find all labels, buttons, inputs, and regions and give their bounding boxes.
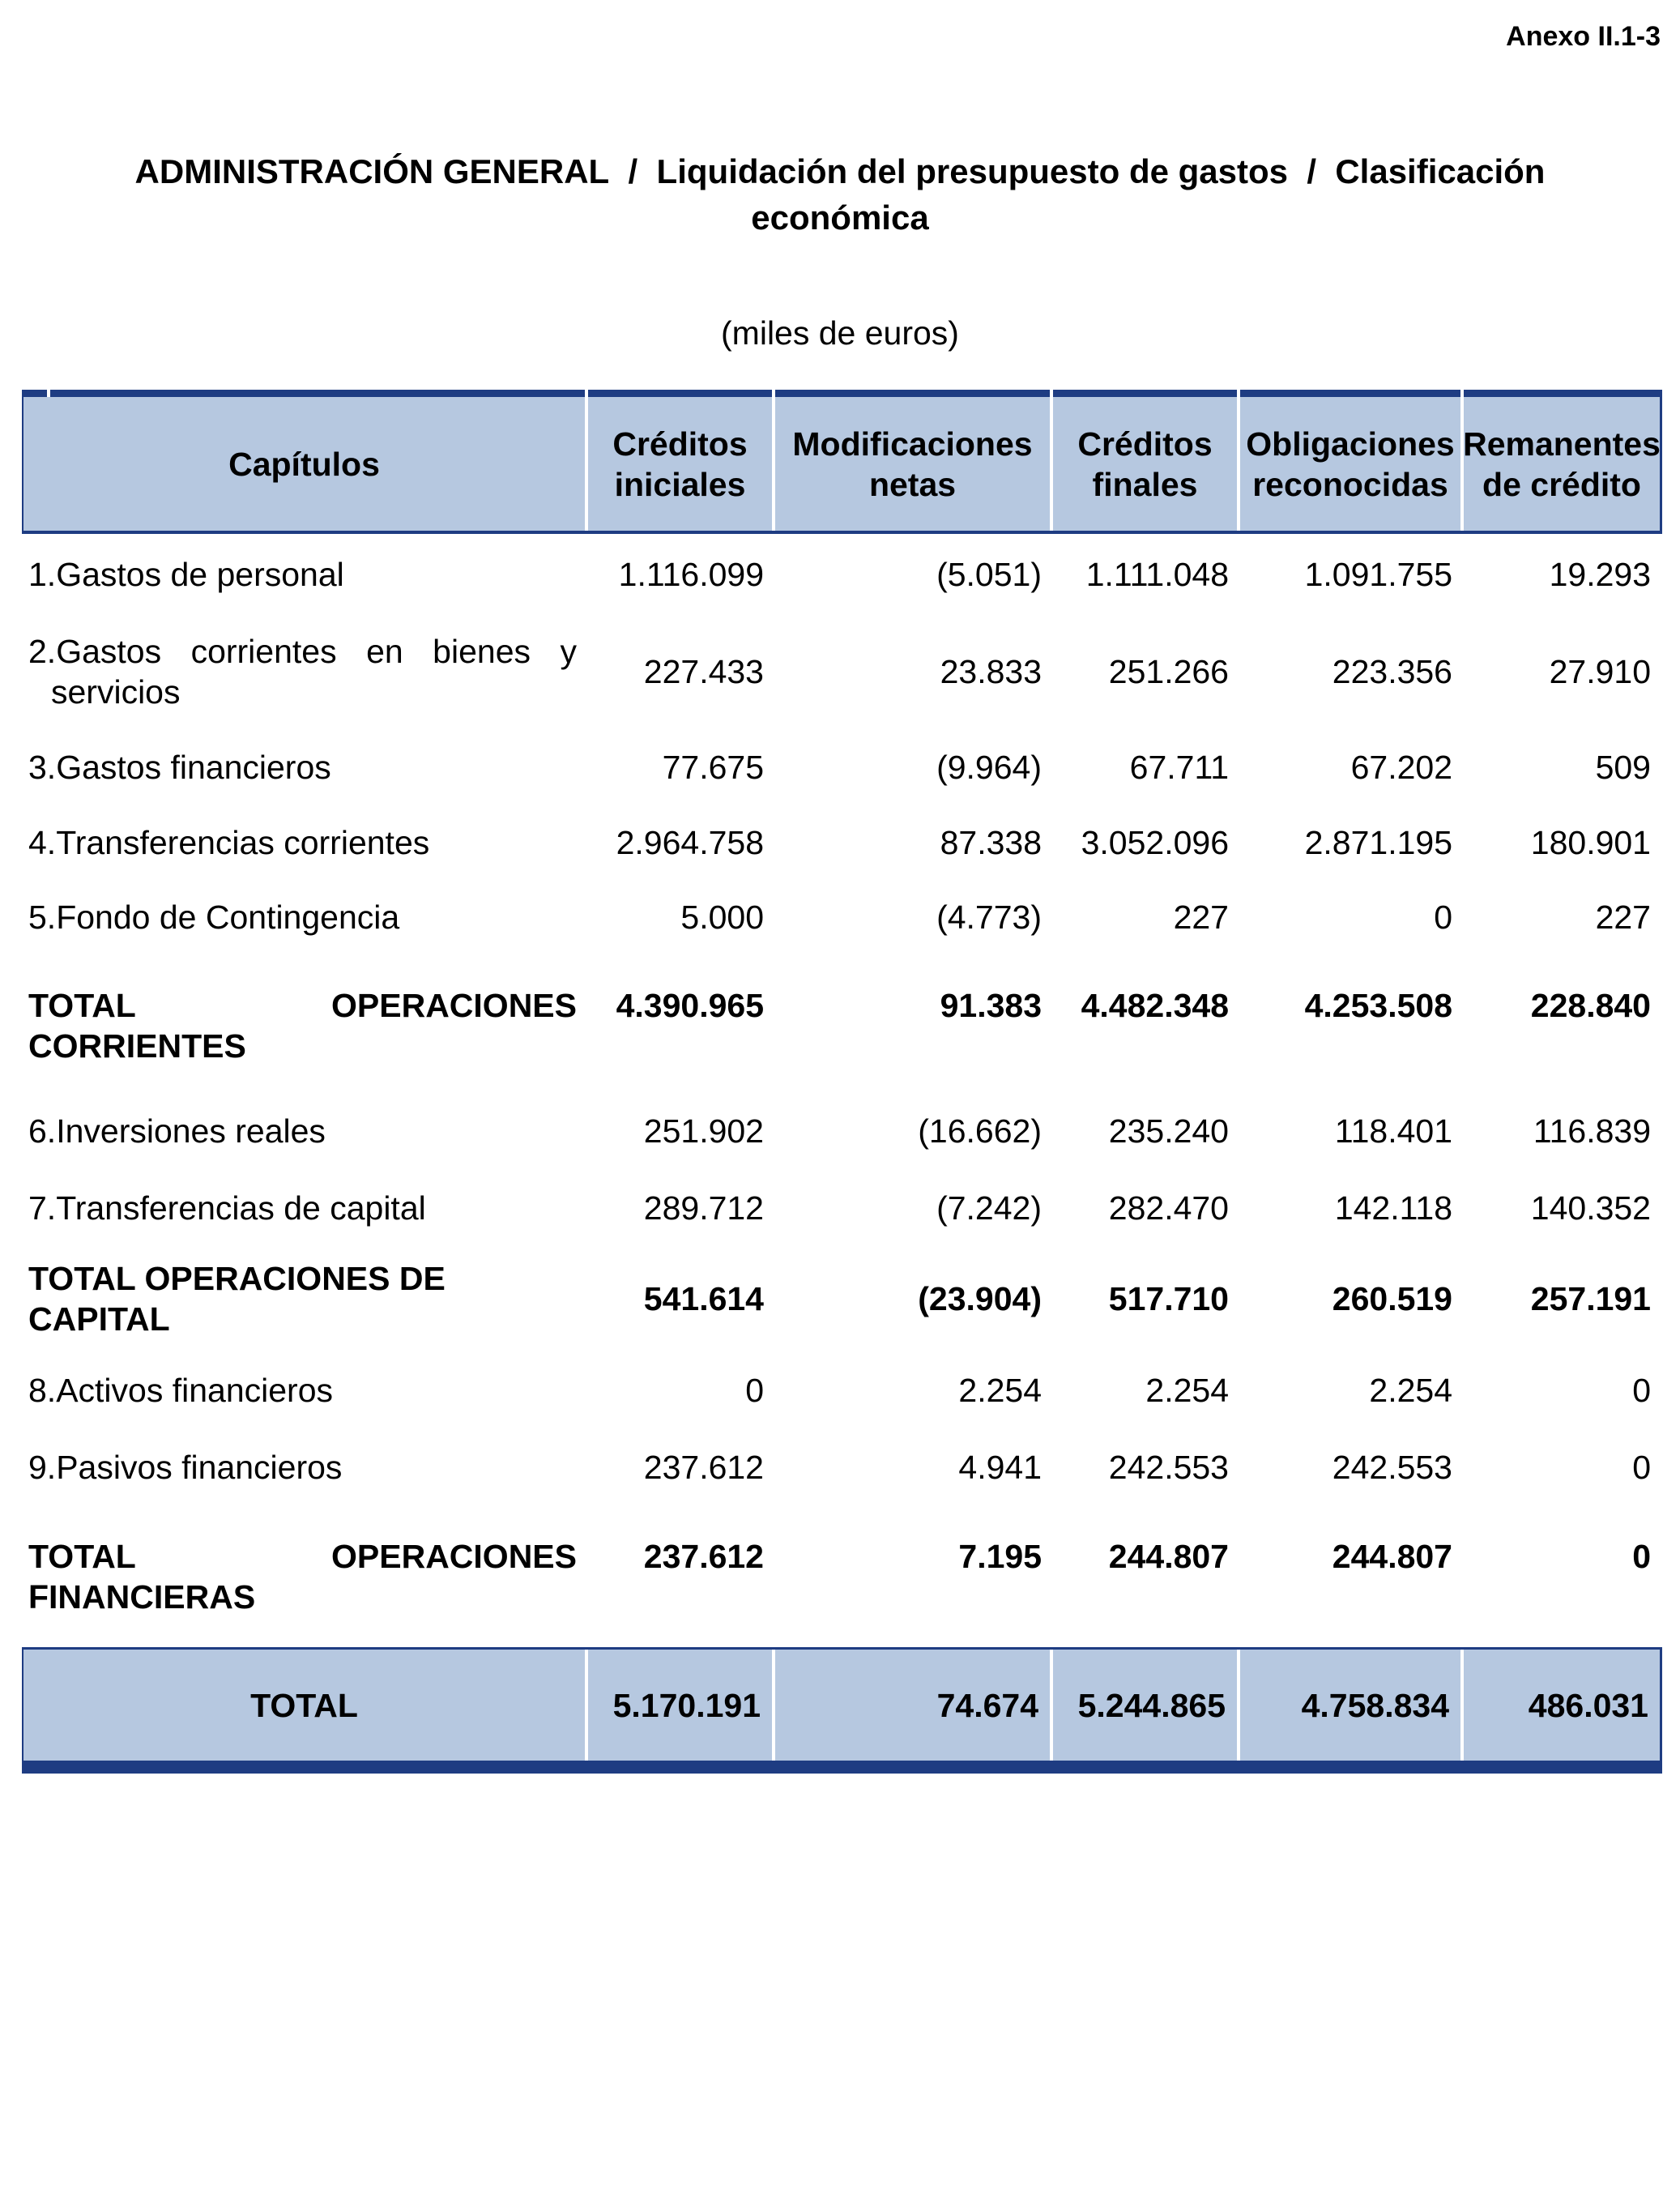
cell-modificaciones-netas: (5.051) [936, 556, 1042, 593]
top-border-segment [1053, 390, 1240, 397]
cell-creditos-finales: 242.553 [1108, 1448, 1229, 1486]
total-remanentes-credito: 486.031 [1464, 1650, 1662, 1761]
total-label: TOTAL [22, 1650, 588, 1761]
column-header-modificaciones-netas: Modificaciones netas [775, 397, 1053, 531]
cell-obligaciones-reconocidas: 244.807 [1332, 1538, 1452, 1575]
cell-modificaciones-netas: 2.254 [958, 1371, 1042, 1409]
row-label: 5.Fondo de Contingencia [28, 899, 400, 936]
cell-creditos-finales: 3.052.096 [1081, 824, 1229, 861]
top-border-segment [775, 390, 1053, 397]
total-obligaciones-reconocidas: 4.758.834 [1240, 1650, 1464, 1761]
cell-modificaciones-netas: (23.904) [918, 1280, 1042, 1317]
cell-remanentes-credito: 180.901 [1530, 824, 1651, 861]
column-header-remanentes-credito: Remanentes de crédito [1464, 397, 1662, 531]
row-label [22, 985, 588, 1066]
cell-obligaciones-reconocidas: 2.871.195 [1304, 824, 1452, 861]
table-header-row [22, 397, 1662, 531]
cell-modificaciones-netas: (4.773) [936, 899, 1042, 936]
row-label-word: TOTAL [28, 987, 136, 1024]
top-border-segment [1240, 390, 1464, 397]
row-label: 3.Gastos financieros [28, 748, 331, 786]
row-label-word: TOTAL [28, 1538, 136, 1575]
column-header-obligaciones-reconocidas: Obligaciones reconocidas [1240, 397, 1464, 531]
cell-creditos-iniciales: 227.433 [643, 653, 764, 690]
cell-creditos-iniciales: 289.712 [643, 1189, 764, 1227]
cell-remanentes-credito: 509 [1595, 748, 1651, 786]
cell-remanentes-credito: 228.840 [1530, 987, 1651, 1024]
cell-modificaciones-netas: (9.964) [936, 748, 1042, 786]
cell-obligaciones-reconocidas: 118.401 [1334, 1112, 1452, 1150]
row-label-line1 [28, 985, 577, 1026]
cell-obligaciones-reconocidas: 260.519 [1332, 1280, 1452, 1317]
table-bottom-border [22, 1761, 1662, 1774]
cell-modificaciones-netas: (16.662) [918, 1112, 1042, 1150]
page-title-line1: ADMINISTRACIÓN GENERAL / Liquidación del presupuesto de gastos / Clasificación [134, 152, 1546, 190]
cell-creditos-finales: 235.240 [1108, 1112, 1229, 1150]
row-label-word: y [560, 633, 577, 670]
cell-creditos-iniciales: 237.612 [643, 1538, 764, 1575]
cell-creditos-finales: 2.254 [1145, 1371, 1229, 1409]
row-label-line1 [28, 631, 577, 672]
table-row [22, 1351, 1662, 1428]
row-label-line2: CORRIENTES [28, 1027, 246, 1065]
cell-creditos-iniciales: 77.675 [662, 748, 764, 786]
cell-obligaciones-reconocidas: 142.118 [1334, 1189, 1452, 1227]
cell-modificaciones-netas: 4.941 [958, 1448, 1042, 1486]
row-label: 6.Inversiones reales [28, 1112, 326, 1150]
column-header-creditos-finales: Créditos finales [1053, 397, 1240, 531]
row-label-word: en [366, 633, 403, 670]
cell-obligaciones-reconocidas: 0 [1434, 899, 1452, 936]
cell-creditos-iniciales: 251.902 [643, 1112, 764, 1150]
page-title [0, 148, 1680, 241]
top-border-segment [22, 390, 588, 397]
row-label: 1.Gastos de personal [28, 556, 344, 593]
cell-remanentes-credito: 227 [1595, 899, 1651, 936]
cell-creditos-finales: 244.807 [1108, 1538, 1229, 1575]
cell-creditos-finales: 1.111.048 [1085, 556, 1229, 593]
table-row [22, 1092, 1662, 1169]
table-row-total-capital [22, 1246, 1662, 1351]
table-row-total-corrientes [22, 954, 1662, 1092]
row-label [22, 1536, 588, 1617]
row-label: TOTAL OPERACIONES DE CAPITAL [28, 1260, 446, 1338]
cell-creditos-iniciales: 237.612 [643, 1448, 764, 1486]
total-creditos-iniciales: 5.170.191 [588, 1650, 775, 1761]
row-label-line2: servicios [51, 673, 181, 711]
table-body [22, 534, 1662, 1647]
cell-obligaciones-reconocidas: 4.253.508 [1304, 987, 1452, 1024]
cell-creditos-finales: 227 [1173, 899, 1229, 936]
cell-obligaciones-reconocidas: 242.553 [1332, 1448, 1452, 1486]
cell-remanentes-credito: 257.191 [1530, 1280, 1651, 1317]
table-row [22, 615, 1662, 728]
cell-creditos-iniciales: 5.000 [680, 899, 764, 936]
cell-modificaciones-netas: 87.338 [940, 824, 1042, 861]
row-label [22, 631, 588, 712]
budget-table [22, 390, 1662, 1774]
cell-creditos-finales: 282.470 [1108, 1189, 1229, 1227]
column-header-capitulos: Capítulos [22, 397, 588, 531]
row-label: 4.Transferencias corrientes [28, 824, 430, 861]
annex-label: Anexo II.1-3 [1506, 21, 1661, 52]
cell-creditos-iniciales: 4.390.965 [616, 987, 764, 1024]
cell-modificaciones-netas: 91.383 [940, 987, 1042, 1024]
total-creditos-finales: 5.244.865 [1053, 1650, 1240, 1761]
top-border-notch-rest [50, 390, 585, 397]
page-title-line2: económica [751, 199, 929, 237]
table-row [22, 1169, 1662, 1246]
cell-obligaciones-reconocidas: 2.254 [1369, 1371, 1452, 1409]
cell-remanentes-credito: 116.839 [1533, 1112, 1651, 1150]
cell-obligaciones-reconocidas: 1.091.755 [1304, 556, 1452, 593]
row-label-word: bienes [433, 633, 531, 670]
cell-creditos-finales: 67.711 [1129, 748, 1229, 786]
cell-modificaciones-netas: (7.242) [936, 1189, 1042, 1227]
cell-creditos-finales: 517.710 [1108, 1280, 1229, 1317]
table-row [22, 880, 1662, 954]
cell-obligaciones-reconocidas: 67.202 [1350, 748, 1452, 786]
top-border-notch-left [22, 390, 47, 397]
cell-remanentes-credito: 0 [1632, 1371, 1651, 1409]
cell-creditos-iniciales: 541.614 [643, 1280, 764, 1317]
column-header-creditos-iniciales: Créditos iniciales [588, 397, 775, 531]
table-row [22, 728, 1662, 805]
cell-creditos-finales: 4.482.348 [1081, 987, 1229, 1024]
units-note: (miles de euros) [721, 314, 959, 352]
cell-modificaciones-netas: 7.195 [958, 1538, 1042, 1575]
cell-remanentes-credito: 19.293 [1549, 556, 1651, 593]
cell-remanentes-credito: 0 [1632, 1538, 1651, 1575]
table-top-border [22, 390, 1662, 397]
row-label-line2: FINANCIERAS [28, 1578, 256, 1616]
table-row [22, 1428, 1662, 1505]
cell-creditos-finales: 251.266 [1108, 653, 1229, 690]
row-label-word: OPERACIONES [331, 1538, 577, 1575]
total-modificaciones-netas: 74.674 [775, 1650, 1053, 1761]
cell-remanentes-credito: 0 [1632, 1448, 1651, 1486]
cell-creditos-iniciales: 1.116.099 [618, 556, 764, 593]
cell-remanentes-credito: 27.910 [1549, 653, 1651, 690]
cell-modificaciones-netas: 23.833 [940, 653, 1042, 690]
top-border-segment [1464, 390, 1662, 397]
table-row [22, 805, 1662, 880]
cell-remanentes-credito: 140.352 [1530, 1189, 1651, 1227]
table-total-row [22, 1650, 1662, 1761]
row-label-word: 2.Gastos [28, 633, 162, 670]
cell-creditos-iniciales: 0 [745, 1371, 764, 1409]
row-label: 7.Transferencias de capital [28, 1189, 426, 1227]
row-label-word: corrientes [190, 633, 337, 670]
top-border-segment [588, 390, 775, 397]
table-row-total-financieras [22, 1505, 1662, 1647]
cell-obligaciones-reconocidas: 223.356 [1332, 653, 1452, 690]
row-label: 9.Pasivos financieros [28, 1448, 343, 1486]
row-label-word: OPERACIONES [331, 987, 577, 1024]
row-label: 8.Activos financieros [28, 1371, 334, 1409]
cell-creditos-iniciales: 2.964.758 [616, 824, 764, 861]
row-label-line1 [28, 1536, 577, 1577]
table-row [22, 534, 1662, 615]
